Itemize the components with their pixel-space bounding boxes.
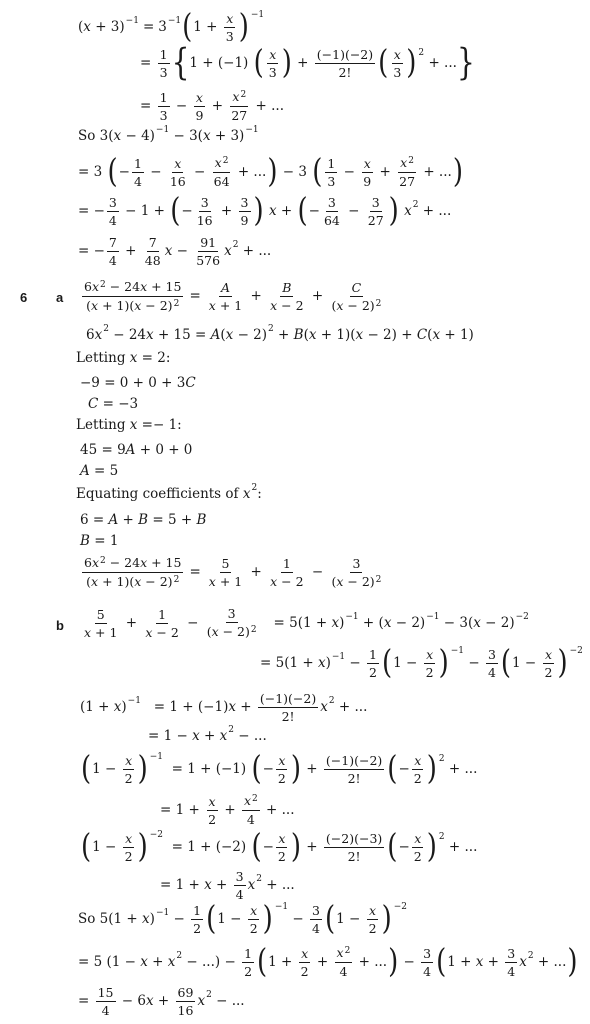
letting-x-m1-text: Letting x =− 1: <box>76 417 182 433</box>
part-b-line-1: $\frac{5}{x + 1}$ + $\frac{1}{x - 2}$ − $\frac{3}{(x - 2)^2}$ = 5(1 + x ) −1 + ( x − 2) −1 − 3( x − 2) −2 <box>84 606 529 640</box>
partial-fraction-result: $\frac{6x^2 - 24x + 15}{(x + 1)(x - 2)^2}$ = $\frac{5}{x + 1}$ + $\frac{1}{x - 2}$ − $\frac{3}{(x - 2)^2}$ <box>84 555 382 590</box>
expansion-line-1: ( x + 3) −1 = 3 −1 ( 1 + $\frac{x}{3}$ ) −1 <box>78 8 265 46</box>
letting-x-2-text: Letting x = 2: <box>76 350 171 366</box>
so-word-2: So <box>78 910 96 927</box>
coefficient-line: 6 = A + B = 5 + B <box>80 512 207 528</box>
part-b-line-5: ( 1 − $\frac{x}{2}$ ) −1 = 1 + (−1) ( − $\frac{x}{2}$ ) + $\frac{(-1)(-2)}{2!}$ ( − $\frac{x}{2}$ ) 2 + ... <box>81 750 478 788</box>
substitution-line-2: 45 = 9 A + 0 + 0 <box>80 442 193 458</box>
a-value-line: A = 5 <box>80 463 119 479</box>
expansion-line-2: = $\frac{1}{3}$ { 1 + (−1) ( $\frac{x}{3}$ ) + $\frac{(-1)(-2)}{2!}$ ( $\frac{x}{3}$ ) 2 + ... } <box>140 41 475 85</box>
part-a-label: a <box>56 290 64 305</box>
part-b-line-8: = 1 + x + $\frac{3}{4}$ x 2 + ... <box>160 869 295 903</box>
b-value-line: B = 1 <box>80 533 119 549</box>
part-b-line-9: So 5(1 + x ) −1 − $\frac{1}{2}$ ( 1 − $\frac{x}{2}$ ) −1 − $\frac{3}{4}$ ( 1 − $\frac{x}{2}$ ) −2 <box>78 900 407 938</box>
expansion-line-6: = − $\frac{3}{4}$ − 1 + ( − $\frac{3}{16}$ + $\frac{3}{9}$ ) x + ( − $\frac{3}{64}$ − $\frac{3}{27}$ ) x 2 + ... <box>78 192 452 230</box>
part-b-line-6: = 1 + $\frac{x}{2}$ + $\frac{x^2}{4}$ + ... <box>160 793 295 828</box>
part-b-label: b <box>56 618 64 633</box>
expansion-line-7: = − $\frac{7}{4}$ + $\frac{7}{48}$ x − $\frac{91}{576}$ x 2 + ... <box>78 235 272 269</box>
expansion-line-4: So 3( x − 4) −1 − 3( x + 3) −1 <box>78 125 259 144</box>
question-number: 6 <box>20 290 28 305</box>
part-b-final-line: = $\frac{15}{4}$ − 6 x + $\frac{69}{16}$ x 2 − ... <box>78 985 245 1019</box>
c-value-line: C = −3 <box>88 396 139 412</box>
part-b-line-10: = 5 (1 − x + x 2 − ...) − $\frac{1}{2}$ ( 1 + $\frac{x}{2}$ + $\frac{x^2}{4}$ + ... ) − $\frac{3}{4}$ ( 1 + x + $\frac{3}{4}$ x 2 + ... ) <box>78 943 578 981</box>
part-b-line-4: = 1 − x + x 2 − ... <box>148 725 267 744</box>
part-b-line-7: ( 1 − $\frac{x}{2}$ ) −2 = 1 + (−2) ( − $\frac{x}{2}$ ) + $\frac{(-2)(-3)}{2!}$ ( − $\frac{x}{2}$ ) 2 + ... <box>81 828 478 866</box>
expansion-line-3: = $\frac{1}{3}$ − $\frac{x}{9}$ + $\frac{x^2}{27}$ + ... <box>140 89 285 124</box>
so-word: So <box>78 128 96 144</box>
expansion-line-5: = 3 ( − $\frac{1}{4}$ − $\frac{x}{16}$ − $\frac{x^2}{64}$ + ... ) − 3 ( $\frac{1}{3}$ − $\frac{x}{9}$ + $\frac{x^2}{27}$ + ... ) <box>78 153 463 191</box>
substitution-line-1: −9 = 0 + 0 + 3 C <box>80 375 196 391</box>
partial-fraction-setup: $\frac{6x^2 - 24x + 15}{(x + 1)(x - 2)^2}$ = $\frac{A}{x + 1}$ + $\frac{B}{x - 2}$ + $\frac{C}{(x - 2)^2}$ <box>84 279 382 314</box>
part-b-line-2: = 5(1 + x ) −1 − $\frac{1}{2}$ ( 1 − $\frac{x}{2}$ ) −1 − $\frac{3}{4}$ ( 1 − $\frac{x}{2}$ ) −2 <box>260 644 583 682</box>
part-b-line-3: (1 + x ) −1 = 1 + (−1) x + $\frac{(-1)(-2)}{2!}$ x 2 + ... <box>80 691 368 725</box>
identity-line: 6 x 2 − 24 x + 15 = A ( x − 2) 2 + B ( x + 1)( x − 2) + C ( x + 1) <box>86 324 474 343</box>
equating-text: Equating coefficients of x 2 : <box>76 483 262 502</box>
